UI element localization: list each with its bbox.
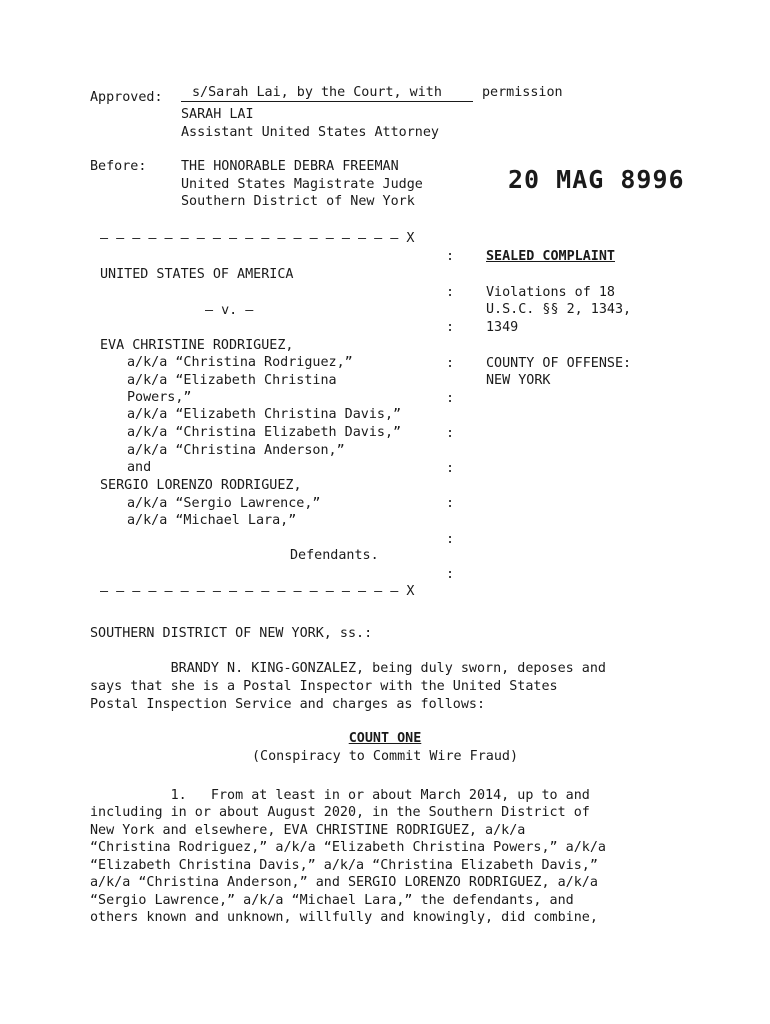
paragraph-line: a/k/a “Christina Anderson,” and SERGIO LORENZO RODRIGUEZ, a/k/a (90, 875, 598, 890)
sealed-complaint-heading: SEALED COMPLAINT (486, 249, 615, 264)
approved-label: Approved: (90, 90, 163, 105)
defendants-label: Defendants. (290, 548, 379, 563)
paragraph-line: 1. From at least in or about March 2014, up to and (90, 788, 590, 803)
county-of-offense-label: COUNTY OF OFFENSE: (486, 356, 632, 371)
defendant-2-alias: a/k/a “Michael Lara,” (127, 513, 297, 528)
paragraph-line: “Elizabeth Christina Davis,” a/k/a “Christina Elizabeth Davis,” (90, 858, 598, 873)
violations-line: Violations of 18 (486, 285, 615, 300)
defendant-2-name: SERGIO LORENZO RODRIGUEZ, (100, 478, 302, 493)
caption-colon: : (446, 391, 455, 406)
county-of-offense-value: NEW YORK (486, 373, 551, 388)
intro-line: BRANDY N. KING-GONZALEZ, being duly sworn, deposes and (90, 661, 606, 676)
intro-line: Postal Inspection Service and charges as follows: (90, 697, 486, 712)
and-connector: and (127, 460, 152, 475)
caption-colon: : (446, 496, 455, 511)
before-label: Before: (90, 159, 147, 174)
judge-district: Southern District of New York (181, 194, 415, 209)
defendant-1-alias: a/k/a “Elizabeth Christina (127, 373, 337, 388)
caption-rule-bottom: – – – – – – – – – – – – – – – – – – – X (100, 584, 415, 599)
judge-name: THE HONORABLE DEBRA FREEMAN (181, 159, 399, 174)
caption-colon: : (446, 285, 455, 300)
paragraph-line: others known and unknown, willfully and knowingly, did combine, (90, 910, 598, 925)
plaintiff-name: UNITED STATES OF AMERICA (100, 267, 294, 282)
paragraph-line: “Sergio Lawrence,” a/k/a “Michael Lara,” the defendants, and (90, 893, 574, 908)
defendant-1-alias-cont: Powers,” (127, 390, 192, 405)
caption-colon: : (446, 461, 455, 476)
violations-line: U.S.C. §§ 2, 1343, (486, 302, 632, 317)
attorney-title: Assistant United States Attorney (181, 125, 439, 140)
count-heading: COUNT ONE (348, 731, 422, 746)
judge-role: United States Magistrate Judge (181, 177, 423, 192)
signature-line (181, 101, 473, 102)
docket-number: 20 MAG 8996 (508, 165, 685, 194)
versus: – v. – (205, 303, 254, 318)
caption-colon: : (446, 426, 455, 441)
attorney-name: SARAH LAI (181, 107, 254, 122)
caption-colon: : (446, 567, 455, 582)
caption-rule-top: – – – – – – – – – – – – – – – – – – – X (100, 231, 415, 246)
signature-tail: permission (482, 85, 563, 100)
caption-colon: : (446, 532, 455, 547)
paragraph-line: “Christina Rodriguez,” a/k/a “Elizabeth Christina Powers,” a/k/a (90, 840, 606, 855)
defendant-1-alias: a/k/a “Elizabeth Christina Davis,” (127, 407, 402, 422)
caption-colon: : (446, 320, 455, 335)
violations-line: 1349 (486, 320, 519, 335)
paragraph-line: New York and elsewhere, EVA CHRISTINE RODRIGUEZ, a/k/a (90, 823, 526, 838)
defendant-1-alias: a/k/a “Christina Elizabeth Davis,” (127, 425, 402, 440)
venue-line: SOUTHERN DISTRICT OF NEW YORK, ss.: (90, 626, 373, 641)
caption-colon: : (446, 356, 455, 371)
caption-colon: : (446, 249, 455, 264)
signature-text: s/Sarah Lai, by the Court, with (192, 85, 442, 100)
defendant-2-alias: a/k/a “Sergio Lawrence,” (127, 496, 321, 511)
paragraph-line: including in or about August 2020, in the Southern District of (90, 805, 590, 820)
intro-line: says that she is a Postal Inspector with the United States (90, 679, 558, 694)
defendant-1-alias: a/k/a “Christina Anderson,” (127, 443, 345, 458)
defendant-1-alias: a/k/a “Christina Rodriguez,” (127, 355, 353, 370)
count-subheading: (Conspiracy to Commit Wire Fraud) (251, 749, 519, 764)
defendant-1-name: EVA CHRISTINE RODRIGUEZ, (100, 338, 294, 353)
